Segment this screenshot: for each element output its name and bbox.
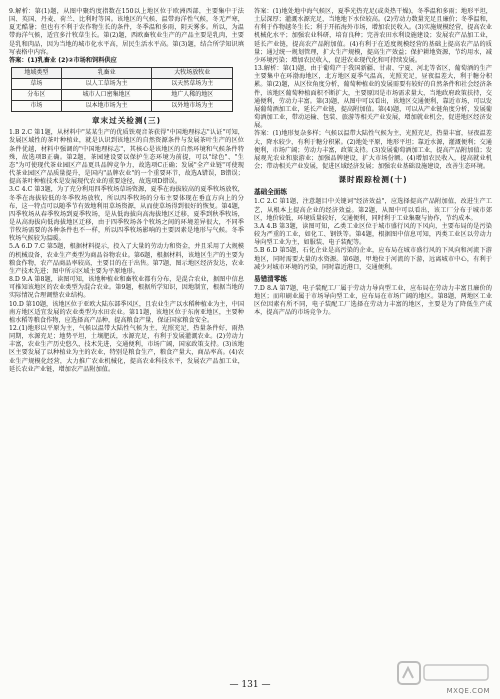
table-cell: 城市人口密集地区	[61, 90, 152, 101]
page-number: — 131 —	[229, 680, 271, 690]
table-cell: 市场	[12, 101, 62, 112]
chapter-heading: 章末过关检测(三)	[91, 116, 162, 126]
answer-13-explanation: 13.解析：第(1)题，由于葡萄产于我国新疆、甘肃、宁夏、河北等省区，葡萄酒的生产主要集中在环渤海地区，北方地区夏季气温高，光照充足，昼夜温差大，利于糖分积累。第(2)题，从区位角度分析，葡萄种植业的发展需要有较好的自然条件和社会经济条件，该地区葡萄种植面积不断扩大，主要原因是市场需求量大，当地政府政策扶持，交通便利，劳动力丰富。第(3)题，从图中可以看出，该地区交通便利，靠近市场，可以发展葡萄酒加工业，延长产业链，提高附加值。第(4)题，可以从产业链角度分析，发展葡萄酒加工业，带动运输、包装、旅游等相关产业发展，增加就业机会，促进地区经济发展。	[254, 65, 492, 130]
table-row	[12, 101, 233, 112]
table-cell: 地广人稀的地区	[152, 90, 233, 101]
answer-1-2: 1.B 2.C 第1题，从材料中"某某生产的优质铁观音茶获得"中国地理标志"认证"可知，发展区域性的茶叶种植业，就是认识到该地区的自然资源条件与发展茶叶生产的区位条件优越，材料中强调的"中国地理标志"，其核心是该地区的自然环境和气候条件特殊，故选项B正确。第2题，茶园建设要以保护生态环境为前提，可以"绿色"、"生态"为可使现代茶业园区产品更具品牌竞争力，故选项C正确；发展"全产业链"可使现代茶业园区产品质量提升，是国内"品牌农业"的一个重要环节，故选A错误，B错误；提高茶叶种植技术是发展现代农业的重要途径，故选项D错误。	[9, 129, 244, 186]
table-cell: 以外地市场为主	[152, 101, 233, 112]
answer-12: 12.(1)地形以平原为主，气候以温带大陆性气候为主，光照充足，热量条件好，雨热同期，水源充足；地势平坦，土壤肥沃，水源充足，有利于发展灌溉农业。(2)劳动力丰富，农业生产历史悠久，技术先进，交通便利，市场广阔，国家政策支持。(3)该地区主要发展了以种植业为主的农业，特别是粮食生产，粮食产量大，商品率高。(4)农业生产规模化经营，大力推广农业机械化，提高农业科技水平，发展农产品加工业，延长农业产业链，增加农产品附加值。	[9, 325, 244, 373]
answer-b1-2: 1.C 2.C 第1题，注意题目中关键词"经济效益"，应选择提高产品附加值，改进生产工艺，从根本上提高企业的经济效益。第2题，从图中可以看出，该工厂分布于城市郊区，地价较低，环境质量较好，交通便利，同时利于工业集聚与协作，节约成本。	[254, 198, 492, 222]
answer-b3-4: 3.A 4.B 第3题，读图可知，乙类工业区位于城市盛行风的下风向，主要布局的是污染较为严重的工业，如化工、钢铁等。第4题，根据图中信息可知，丙类工业区以劳动力导向型工业为主，如服装、电子装配等。	[254, 222, 492, 247]
table-header-cell: 地域类型	[12, 68, 62, 79]
table-cell: 草场	[12, 79, 62, 90]
answer-c7-8: 7.D 8.A 第7题，电子装配工厂属于劳动力导向型工业，应布局在劳动力丰富且廉价的地区；而印刷业属于市场导向型工业，应布局在市场广阔的地区。第8题，两地区工业区位因素有所不同，电子装配工厂选择在劳动力丰富的地区，主要是为了降低生产成本，提高产品的市场竞争力。	[254, 285, 492, 317]
table-cell: 分布区	[12, 90, 62, 101]
right-column	[254, 8, 492, 318]
answer-b5-6: 5.B 6.D 第5题，石化企业是高污染的企业，应布局在城市盛行风的下风向和河流下游地区，同时需要大量的水资源。第6题，甲地位于河流的下游，远离城市中心，有利于减少对城市环境的污染，同时靠近港口，交通便利。	[254, 247, 492, 271]
left-column	[9, 8, 244, 374]
answer-10-11: 10.D 第10题，该地区位于亚欧大陆东部季风区，且农业生产以水稻种植业为主，中国南方地区适宜发展的农业类型为水田农业。第11题，该地区位于东南亚地区，主要种植水稻等粮食作物，应选择高产品种，提高粮食产量，保证国家粮食安全。	[9, 300, 245, 324]
table-cell: 以天然草场为主	[152, 79, 233, 90]
table-header-cell: 大牧场放牧业	[152, 68, 233, 79]
comparison-table	[11, 67, 233, 112]
table-row	[12, 79, 233, 90]
answer-5-7: 5.A 6.D 7.C 第5题，根据材料提示，投入了大量的劳动力和资金，并且采用了大规模的机械设备，农业生产类型为商品谷物农业。第6题，根据材料，该地区生产的主要为粮食作物，农产品商品率较高，主要目的在于出售。第7题，图示地区经济发达，农业生产技术先进；图中所示区域主要为平原地形。	[9, 243, 244, 275]
answer-9-explanation: 9.解析：第(1)题，从图中聚约度指数在150以上地区位于欧洲西部，主要集中于法国、英国、丹麦、荷兰、比利时等国。该地区的气候、温带海洋性气候，冬无严寒，夏无酷暑；但也有不利于农作物生长的条件，冬季温和多雨，阴天雾多。所以，为温带海洋气候，适宜多汁牧草生长。第(2)题，西欧畜牧业生产的产品主要是乳肉，主要是乳和肉品，因为当地的城市化水平高，居民生活水平高。第(3)题，结合所学知识填写表格中内容。	[9, 8, 244, 56]
table-row	[12, 90, 233, 101]
lesson-heading: 课时跟踪检测(十)	[338, 175, 408, 185]
answer-9-key: 答案：(1)乳畜业 (2)②市场和饲料供应	[9, 56, 117, 64]
answer-13-key: 答案：(1)地形复杂多样；气候以温带大陆性气候为主，光照充足，热量丰富，昼夜温差大，降水较少，有利于糖分积累。(2)地处平原，地形平坦；靠近水源，灌溉便利；交通便利，市场广阔；劳动力丰富，政策支持。(3)发展葡萄酒加工业，提高产品附加值；发展观光农业和旅游业；加强品牌建设，扩大市场份额。(4)增加农民收入，提高就业机会；带动相关产业发展，促进区域经济发展；加强农业基础设施建设，改善生态环境。	[254, 130, 492, 170]
answer-3-4: 3.C 4.C 第3题，为了充分利用四季牧场草场资源，夏季在海拔较高的夏季牧场放牧，冬季在海拔较低的冬季牧场放牧，所以四季牧场的分布主要体现在垂直方向上的分布，这一特点可以随季节有效地利用草场资源，从而使草场得到很好的恢复。第4题，四季牧场从春季牧场到夏季牧场，是从低海拔向高海拔地区迁移，夏季到秋季牧场，是从高海拔向低海拔地区迁移，由于四季牧场各个牧场之间的环境差异很大，不同季节牧场需要的各种条件也不一样，所以四季牧场影响的主要因素是地形与气候。冬季牧场气候较为温暖。	[9, 186, 244, 243]
table-header-row	[12, 68, 233, 79]
answer-8-9: 8.D 9.A 第8题，读图可知，该地种植业和畜牧业都有分布，是混合农业，据图中信息可推知该地区的农业类型为混合农业。第9题，根据所学知识，因地制宜，根据当地的实际情况合理调整农业结构。	[9, 276, 244, 300]
table-cell: 以本地市场为主	[61, 101, 152, 112]
section-heading-errors: 易错清零练	[254, 274, 287, 283]
watermark-text: MXQE.COM	[446, 687, 490, 695]
table-header-cell: 乳畜业	[61, 68, 152, 79]
table-cell: 以人工草场为主	[61, 79, 152, 90]
section-heading-basic: 基础全面练	[254, 188, 287, 197]
answer-12-key: 答案：(1)地处地中海气候区，夏季光热充足(或炎热干燥)，冬季温和多雨；地形平坦，土层深厚；灌溉水源充足，当地地下水位较高。(2)劳动力数量充足且廉价；冬季温和，有利于作物越冬生长；利于开拓海外市场，增加农民收入。(3)实施规模经营，提高农业机械化水平；加强农业科研，培育良种；完善农田水利设施建设；发展农产品加工业，延长产业链，提高农产品附加值。(4)有利于在适度规模经营的基础上提高农产品的质量；通过统一规划管理，扩大生产规模，提高生产效益；保护耕地资源，节约用水，减少环境污染；增加农民收入，促进农业现代化和可持续发展。	[254, 8, 492, 64]
